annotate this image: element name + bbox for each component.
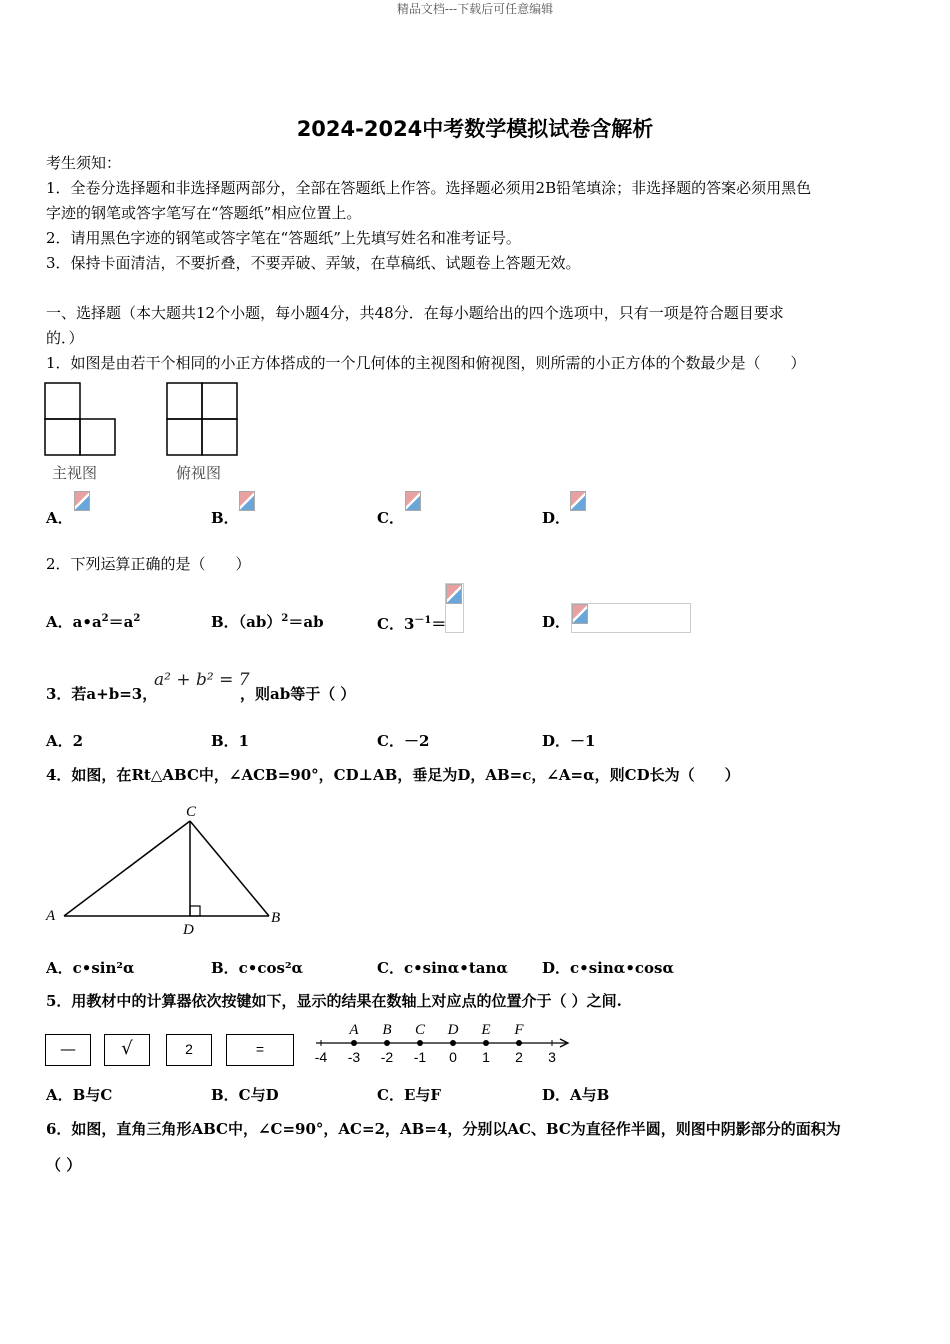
number-line-tick-label: -4 [314,1049,328,1064]
notice-heading: 考生须知： [46,154,122,172]
number-line-point [450,1040,456,1046]
q2-text: 2．下列运算正确的是（ ） [46,555,251,573]
calc-key-equals: = [226,1034,294,1066]
q1-front-label: 主视图 [52,464,98,482]
section-heading-line-1: 一、选择题（本大题共12个小题，每小题4分，共48分．在每小题给出的四个选项中，只有一项是符合题目要求 [46,304,784,322]
q2-d-image-frame [571,603,691,633]
number-line-point [417,1040,423,1046]
q2-option-d: D． [542,613,571,631]
number-line-point-label: F [514,1022,524,1038]
number-line-point-label: A [349,1022,359,1038]
q5-number-line [308,1018,578,1064]
broken-image-icon [572,604,588,624]
number-line-tick-label: 2 [515,1049,523,1064]
number-line-point [384,1040,390,1046]
q2-option-b: B．（ab）$^2$＝ab [211,613,324,631]
number-line-tick-label: -3 [347,1049,361,1064]
page-title: 2024-2024中考数学模拟试卷含解析 [296,117,654,141]
number-line-tick-label: 0 [449,1049,457,1064]
q3-option-c: C．－2 [377,732,430,750]
q2-option-a: A．$a•a^2=a^2$ [46,613,141,631]
number-line-point-label: C [414,1022,426,1038]
q1-option-a: A． [46,509,73,527]
broken-image-icon [239,491,255,511]
q4-triangle-figure [44,800,294,940]
calc-key-sqrt: √ [104,1034,150,1066]
number-line-point [351,1040,357,1046]
q4-label-a: A [46,908,56,924]
number-line-tick-label: 3 [548,1049,556,1064]
q3-option-d: D．－1 [542,732,596,750]
q3-option-a: A．2 [46,732,84,750]
broken-image-icon [405,491,421,511]
calc-key-minus: — [45,1034,91,1066]
q1-top-view [166,382,241,458]
broken-image-icon [446,584,462,604]
number-line-tick-label: -2 [380,1049,394,1064]
broken-image-icon [570,491,586,511]
q1-option-d: D． [542,509,571,527]
q3-tail: ，则ab等于（ ） [240,685,356,703]
q4-label-d: D [183,922,194,938]
q4-label-b: B [271,910,281,926]
number-line-point [516,1040,522,1046]
number-line-tick-label: 1 [482,1049,490,1064]
q1-option-b: B． [211,509,239,527]
q5-option-d: D．A与B [542,1086,610,1104]
q4-option-c: C．c•sinα•tanα [377,959,508,977]
q3-formula: a² + b² = 7 [154,670,250,690]
q5-option-b: B．C与D [211,1086,279,1104]
q4-label-c: C [186,804,197,820]
notice-line-1: 1．全卷分选择题和非选择题两部分，全部在答题纸上作答。选择题必须用2B铅笔填涂；非选择题的答案必须用黑色 [46,179,812,197]
number-line-point-label: D [447,1022,459,1038]
q3-text: 3．若a+b=3， [46,685,158,703]
q4-option-d: D．c•sinα•cosα [542,959,675,977]
q4-option-b: B．c•cos²α [211,959,304,977]
number-line-point-label: E [481,1022,491,1038]
q1-text: 1．如图是由若干个相同的小正方体搭成的一个几何体的主视图和俯视图，则所需的小正方体的个数最少是（ ） [46,354,806,372]
broken-image-icon [74,491,90,511]
q5-option-c: C．E与F [377,1086,442,1104]
q1-option-c: C． [377,509,404,527]
notice-line-2: 字迹的钢笔或答字笔写在“答题纸”相应位置上。 [46,204,362,222]
q4-option-a: A．c•sin²α [46,959,135,977]
q1-front-view [44,382,119,458]
calc-key-2: 2 [166,1034,212,1066]
number-line-point [483,1040,489,1046]
q1-top-label: 俯视图 [176,464,222,482]
q2-option-c: C．$3^{-1}=$ [377,615,447,633]
page-header: 精品文档---下载后可任意编辑 [396,2,554,16]
q5-text: 5．用教材中的计算器依次按键如下，显示的结果在数轴上对应点的位置介于（ ）之间. [46,992,622,1010]
q5-option-a: A．B与C [46,1086,113,1104]
notice-line-4: 3．保持卡面清洁，不要折叠，不要弄破、弄皱，在草稿纸、试题卷上答题无效。 [46,254,581,272]
number-line-point-label: B [382,1022,392,1038]
q6-text-line-1: 6．如图，直角三角形ABC中，∠C=90°，AC=2，AB=4，分别以AC、BC为直径作半圆，则图中阴影部分的面积为 [46,1120,841,1138]
notice-line-3: 2．请用黑色字迹的钢笔或答字笔在“答题纸”上先填写姓名和准考证号。 [46,229,521,247]
q3-option-b: B．1 [211,732,250,750]
section-heading-line-2: 的．） [46,329,84,347]
q6-text-line-2: （ ） [46,1156,82,1174]
number-line-tick-label: -1 [413,1049,427,1064]
q4-text: 4．如图，在Rt△ABC中，∠ACB=90°，CD⊥AB，垂足为D，AB=c，∠A=α，则CD长为（ ） [46,766,740,784]
